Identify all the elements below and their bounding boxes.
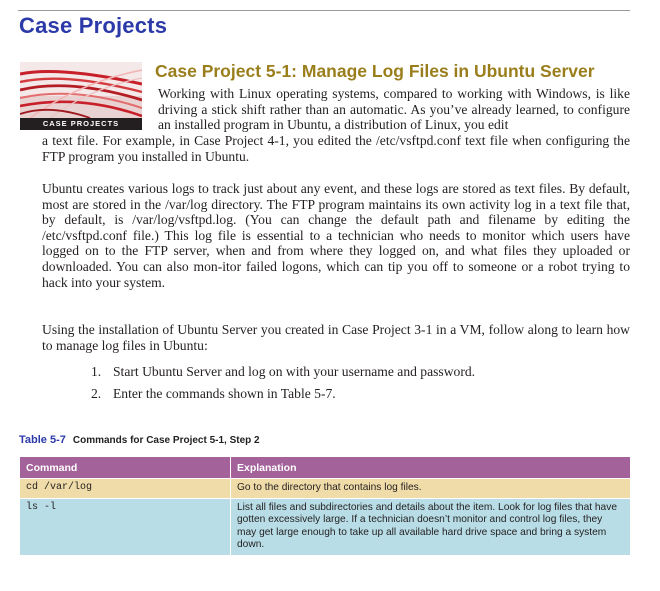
case-projects-emblem — [20, 62, 142, 130]
step-number: 2. — [91, 386, 102, 401]
intro-paragraph: Working with Linux operating systems, compared to working with Windows, is like driving a stick shift rather than an automatic. As you’ve already learned, to configure an installed program in Ubuntu, a distribution of Linux, you edit — [158, 86, 630, 133]
intro-paragraph-continued: a text file. For example, in Case Project 4-1, you edited the /etc/vsftpd.conf text file when configuring the FTP program you installed in Ubuntu. — [42, 133, 630, 164]
table-caption-text: Commands for Case Project 5-1, Step 2 — [72, 435, 260, 446]
list-item — [91, 386, 475, 408]
step-text: Enter the commands shown in Table 5-7. — [113, 386, 336, 401]
case-projects-art-icon — [20, 62, 142, 118]
table-row — [20, 498, 631, 555]
list-item — [91, 364, 475, 386]
emblem-label: CASE PROJECTS — [20, 118, 142, 130]
logs-paragraph: Ubuntu creates various logs to track just about any event, and these logs are stored as text files. By default, most are stored in the /var/log directory. The FTP program maintains its own activity log in a text file that, by default, is /var/log/vsftpd.log. (You can change the default path and filename by editing the /etc/vsftpd.conf file.) This log file is essential to a technician who needs to monitor which users have logged on to the FTP server, when and from where they logged on, and what files they uploaded or downloaded. You can also mon-itor failed logons, which can tip you off to someone or a robot trying to hack into your system. — [42, 181, 630, 290]
top-rule — [18, 10, 630, 11]
step-text: Start Ubuntu Server and log on with your username and password. — [113, 364, 476, 379]
column-header-explanation: Explanation — [231, 457, 631, 479]
project-title: Case Project 5-1: Manage Log Files in Ubuntu Server — [155, 61, 595, 81]
steps-list — [91, 364, 475, 408]
table-caption — [19, 434, 260, 446]
commands-table — [19, 456, 631, 556]
explanation-cell: Go to the directory that contains log files. — [231, 479, 631, 499]
section-title: Case Projects — [19, 13, 168, 38]
command-cell: cd /var/log — [20, 479, 231, 499]
step-number: 1. — [91, 364, 102, 379]
column-header-command: Command — [20, 457, 231, 479]
explanation-cell: List all files and subdirectories and details about the item. Look for log files that have gotten excessively large. If a technician doesn’t monitor and control log files, they may get large enough to take up all available hard drive space and bring a system down. — [231, 498, 631, 555]
table-row — [20, 479, 631, 499]
instructions-paragraph: Using the installation of Ubuntu Server you created in Case Project 3-1 in a VM, follow along to learn how to manage log files in Ubuntu: — [42, 322, 630, 353]
table-header-row — [20, 457, 631, 479]
table-number: Table 5-7 — [19, 434, 66, 446]
command-cell: ls -l — [20, 498, 231, 555]
